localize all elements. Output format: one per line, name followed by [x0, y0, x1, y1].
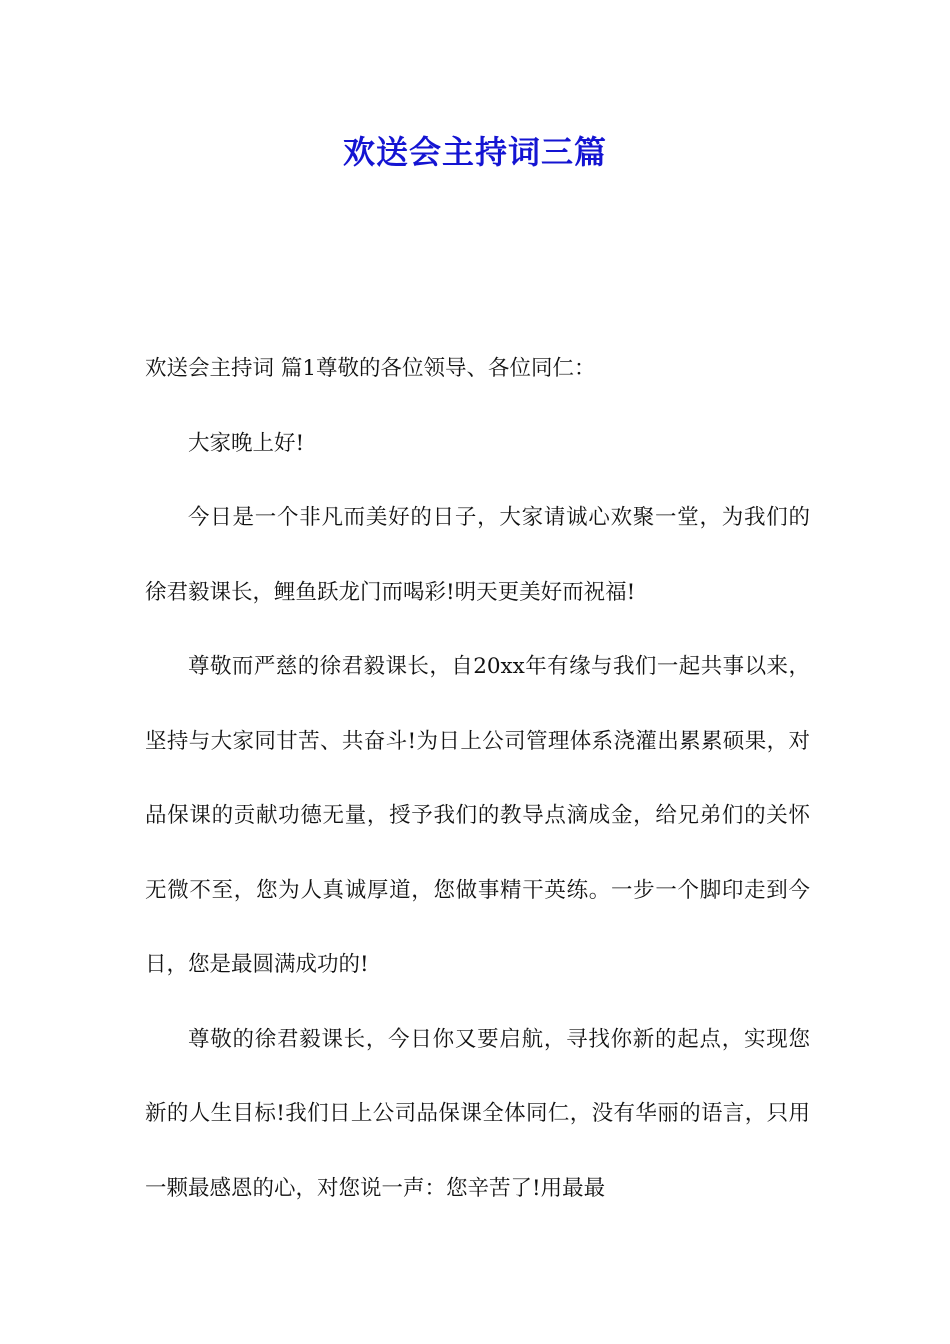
paragraph-tribute: 尊敬而严慈的徐君毅课长，自20xx年有缘与我们一起共事以来，坚持与大家同甘苦、共奋斗!为日上公司管理体系浇灌出累累硕果，对品保课的贡献功德无量，授予我们的教导点滴成金，给兄弟们的关怀无微不至，您为人真诚厚道，您做事精干英练。一步一个脚印走到今日，您是最圆满成功的!: [145, 654, 810, 977]
document-body: [145, 332, 810, 1226]
paragraph-opening: 今日是一个非凡而美好的日子，大家请诚心欢聚一堂，为我们的徐君毅课长，鲤鱼跃龙门而喝彩!明天更美好而祝福!: [145, 505, 810, 605]
document-title: 欢送会主持词三篇: [342, 133, 607, 171]
paragraph-salutation: 欢送会主持词 篇1尊敬的各位领导、各位同仁：: [145, 356, 596, 381]
paragraph-farewell: 尊敬的徐君毅课长，今日你又要启航，寻找你新的起点，实现您新的人生目标!我们日上公司品保课全体同仁，没有华丽的语言，只用一颗最感恩的心，对您说一声：您辛苦了!用最最: [145, 1026, 810, 1201]
paragraph-greeting: 大家晚上好!: [188, 430, 305, 456]
